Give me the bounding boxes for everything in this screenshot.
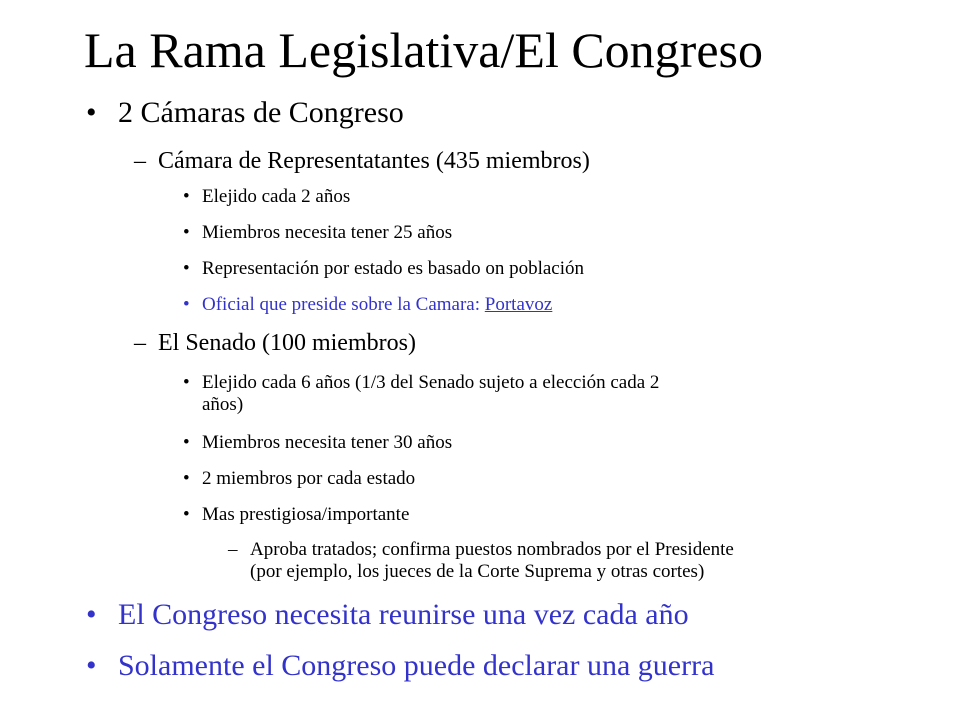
bullet-text: Solamente el Congreso puede declarar una guerra (118, 649, 715, 682)
senate-item-text: 2 miembros por cada estado (202, 468, 416, 489)
house-item-text: Representación por estado es basado on población (202, 258, 584, 279)
senate-item-text: Miembros necesita tener 30 años (202, 432, 453, 453)
senate-sub-text-line2: (por ejemplo, los jueces de la Corte Suprema y otras cortes) (250, 561, 705, 582)
senate-item-text: Mas prestigiosa/importante (202, 504, 410, 525)
dash-marker: – (134, 148, 146, 174)
bullet-marker: • (183, 258, 190, 279)
bullet-text: 2 Cámaras de Congreso (118, 96, 404, 129)
bullet-marker: • (183, 468, 190, 489)
senate-item-elected (183, 372, 660, 416)
bullet-marker: • (183, 222, 190, 243)
house-item-text: Miembros necesita tener 25 años (202, 222, 453, 243)
senate-sub-text-line1: Aproba tratados; confirma puestos nombrados por el Presidente (250, 539, 734, 560)
bullet-marker: • (86, 598, 97, 631)
senate-item-text-line1: Elejido cada 6 años (1/3 del Senado sujeto a elección cada 2 (202, 372, 660, 393)
slide-title: La Rama Legislativa/El Congreso (84, 22, 763, 78)
bullet-congress-meets (86, 598, 689, 632)
senate-sub-item-treaties (228, 539, 734, 583)
senate-item-per-state (183, 468, 416, 490)
house-item-presiding-officer (183, 294, 553, 316)
senate-heading (134, 329, 416, 357)
portavoz-link[interactable]: Portavoz (484, 294, 553, 315)
senate-item-age (183, 432, 453, 454)
bullet-marker: • (183, 372, 190, 393)
dash-marker: – (228, 539, 238, 560)
house-item-text: Elejido cada 2 años (202, 186, 351, 207)
bullet-text: El Congreso necesita reunirse una vez cada año (118, 598, 689, 631)
dash-marker: – (134, 330, 146, 356)
senate-item-prestige (183, 504, 410, 526)
house-item-representation (183, 258, 584, 280)
bullet-marker: • (86, 649, 97, 682)
bullet-marker: • (183, 186, 190, 207)
house-item-age (183, 222, 453, 244)
bullet-declare-war (86, 649, 715, 683)
bullet-two-chambers (86, 96, 404, 130)
house-heading-text: Cámara de Representatantes (435 miembros) (158, 148, 590, 174)
bullet-marker: • (183, 504, 190, 525)
bullet-marker: • (86, 96, 97, 129)
senate-item-text-line2: años) (202, 394, 244, 415)
bullet-marker: • (183, 294, 190, 315)
house-item-text: Oficial que preside sobre la Camara: (202, 294, 485, 315)
house-heading (134, 147, 590, 175)
house-item-elected (183, 186, 351, 208)
bullet-marker: • (183, 432, 190, 453)
senate-heading-text: El Senado (100 miembros) (158, 330, 416, 356)
